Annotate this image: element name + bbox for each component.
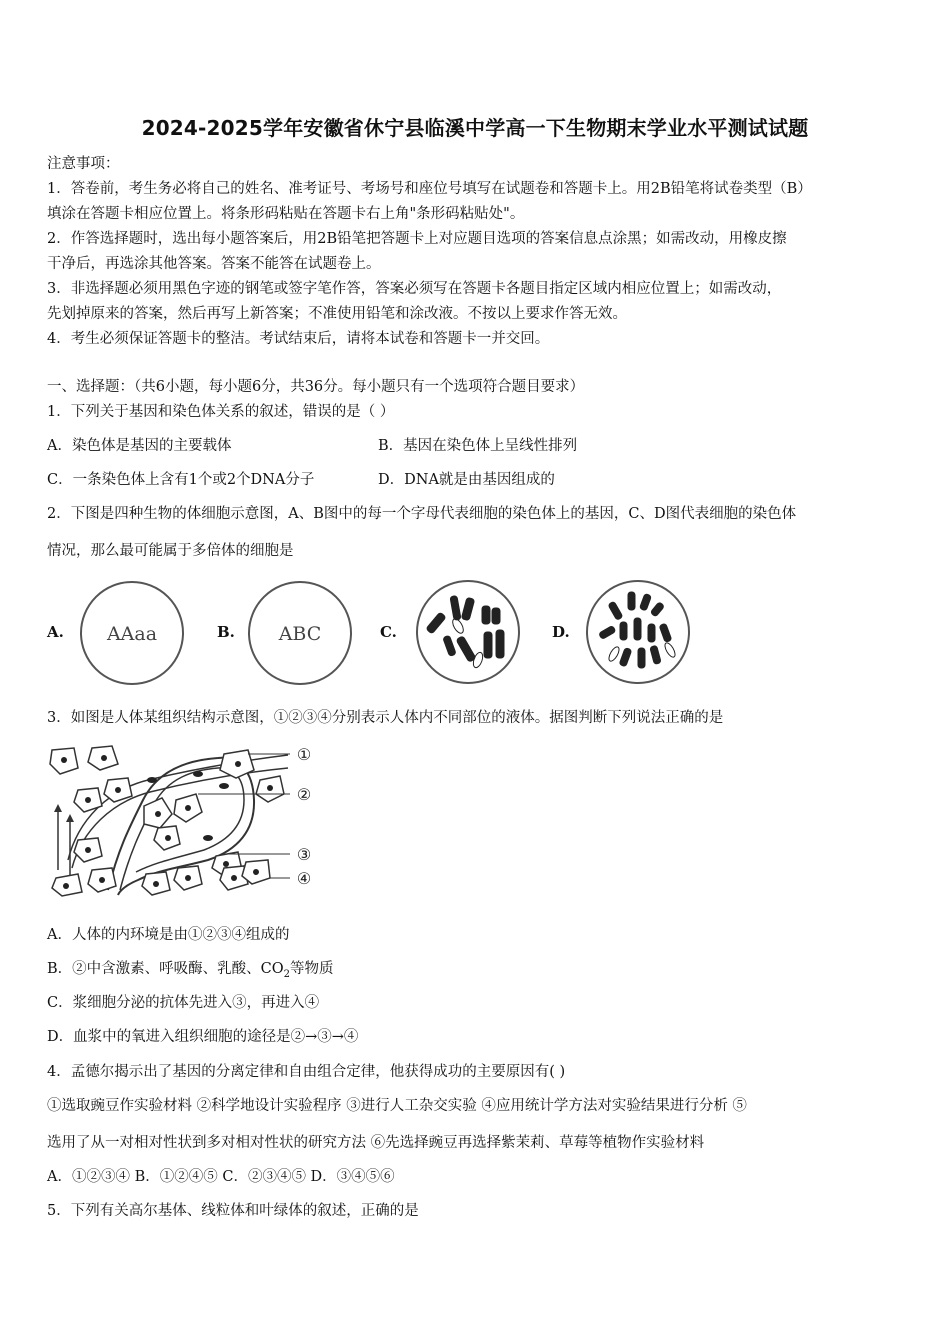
q1-option-a: A．染色体是基因的主要载体 xyxy=(47,438,232,454)
q4-stem: 4．孟德尔揭示出了基因的分离定律和自由组合定律，他获得成功的主要原因有( ) xyxy=(47,1064,566,1080)
q3-option-c: C．浆细胞分泌的抗体先进入③，再进入④ xyxy=(47,995,320,1011)
notice-line: 2．作答选择题时，选出每小题答案后，用2B铅笔把答题卡上对应题目选项的答案信息点涂黑；如需改动，用橡皮擦 xyxy=(47,231,787,247)
marker-3: ③ xyxy=(296,845,312,864)
cell-a-diagram xyxy=(76,580,188,686)
cell-b-genes: ABC xyxy=(278,623,322,645)
q5-stem: 5．下列有关高尔基体、线粒体和叶绿体的叙述，正确的是 xyxy=(47,1203,419,1219)
q4-options: A．①②③④ B．①②④⑤ C．②③④⑤ D．③④⑤⑥ xyxy=(47,1169,395,1185)
q4-item-line-2: 选用了从一对相对性状到多对相对性状的研究方法 ⑥先选择豌豆再选择紫茉莉、草莓等植物作实验材料 xyxy=(47,1135,705,1151)
cell-a-genes: AAaa xyxy=(106,623,158,645)
q2-label-d: D. xyxy=(552,623,570,641)
q1-option-d: D．DNA就是由基因组成的 xyxy=(378,472,555,488)
page-title: 2024-2025学年安徽省休宁县临溪中学高一下生物期末学业水平测试试题 xyxy=(141,116,809,140)
notice-line: 干净后，再选涂其他答案。答案不能答在试题卷上。 xyxy=(47,256,381,272)
notice-line: 3．非选择题必须用黑色字迹的钢笔或签字笔作答，答案必须写在答题卡各题目指定区域内相应位置上；如需改动， xyxy=(47,281,782,297)
q3-option-a: A．人体的内环境是由①②③④组成的 xyxy=(47,927,290,943)
q2-label-b: B. xyxy=(217,623,235,641)
q1-stem: 1．下列关于基因和染色体关系的叙述，错误的是（ ） xyxy=(47,404,395,420)
q2-stem-1: 2．下图是四种生物的体细胞示意图，A、B图中的每一个字母代表细胞的染色体上的基因，C、D图代表细胞的染色体 xyxy=(47,506,797,522)
q1-option-b: B．基因在染色体上呈线性排列 xyxy=(378,438,578,454)
q2-stem-2: 情况，那么最可能属于多倍体的细胞是 xyxy=(47,543,294,559)
notice-line: 填涂在答题卡相应位置上。将条形码粘贴在答题卡右上角"条形码粘贴处"。 xyxy=(47,206,525,222)
marker-4: ④ xyxy=(296,869,312,888)
notice-heading: 注意事项： xyxy=(47,156,120,172)
q3-option-d: D．血浆中的氧进入组织细胞的途径是②→③→④ xyxy=(47,1029,359,1045)
q4-item-line-1: ①选取豌豆作实验材料 ②科学地设计实验程序 ③进行人工杂交实验 ④应用统计学方法对实验结果进行分析 ⑤ xyxy=(47,1098,747,1114)
q3-option-b: B．②中含激素、呼吸酶、乳酸、$CO_2$等物质 xyxy=(47,961,334,980)
marker-2: ② xyxy=(296,785,312,804)
notice-line: 先划掉原来的答案，然后再写上新答案；不准使用铅笔和涂改液。不按以上要求作答无效。 xyxy=(47,306,627,322)
q1-option-c: C．一条染色体上含有1个或2个DNA分子 xyxy=(47,472,315,488)
notice-line: 4．考生必须保证答题卡的整洁。考试结束后，请将本试卷和答题卡一并交回。 xyxy=(47,331,550,347)
q2-label-a: A. xyxy=(47,623,64,641)
cell-d-diagram xyxy=(584,578,692,686)
q3-stem: 3．如图是人体某组织结构示意图，①②③④分别表示人体内不同部位的液体。据图判断下列说法正确的是 xyxy=(47,710,724,726)
cell-b-diagram xyxy=(245,580,355,686)
section-heading: 一、选择题：（共6小题，每小题6分，共36分。每小题只有一个选项符合题目要求） xyxy=(47,379,585,395)
q2-label-c: C. xyxy=(380,623,397,641)
cell-c-diagram xyxy=(412,578,524,686)
notice-line: 1．答卷前，考生务必将自己的姓名、准考证号、考场号和座位号填写在试题卷和答题卡上。用2B铅笔将试卷类型（B） xyxy=(47,181,812,197)
tissue-structure-diagram xyxy=(48,740,318,898)
marker-1: ① xyxy=(296,745,312,764)
